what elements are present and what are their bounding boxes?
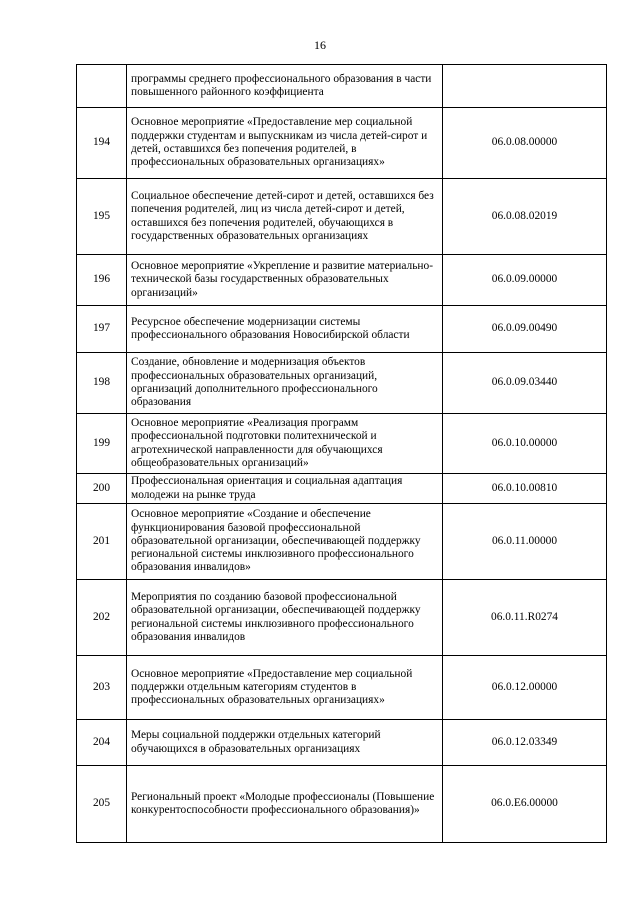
table-row: [77, 580, 607, 656]
row-number: 199: [77, 414, 127, 474]
row-name: [127, 504, 443, 580]
row-name-text: Основное мероприятие «Предоставление мер социальной поддержки студентам и выпускникам из числа детей-сирот и детей, оставшихся без попечения родителей, в профессиональных образовательных организациях»: [131, 116, 428, 169]
row-name-text: Меры социальной поддержки отдельных категорий обучающихся в образовательных организациях: [131, 729, 381, 755]
row-name: [127, 353, 443, 414]
row-number: 202: [77, 580, 127, 656]
budget-classification-table: [76, 64, 607, 843]
row-code: 06.0.12.03349: [443, 720, 607, 766]
row-name-text: Основное мероприятие «Укрепление и развитие материально-технической базы государственных образовательных организаций»: [131, 260, 433, 299]
row-code: 06.0.08.00000: [443, 108, 607, 179]
table-row: [77, 108, 607, 179]
row-code: [443, 65, 607, 108]
row-name: [127, 414, 443, 474]
row-name: [127, 255, 443, 306]
row-name: [127, 580, 443, 656]
row-name: [127, 656, 443, 720]
row-code: 06.0.09.00490: [443, 306, 607, 353]
row-number: 201: [77, 504, 127, 580]
row-name-text: Основное мероприятие «Реализация программ профессиональной подготовки политехнической и агротехнической направленности для обучающихся общеобразовательных организаций»: [131, 416, 383, 469]
row-name-text: Основное мероприятие «Предоставление мер социальной поддержки отдельным категориям студентов в профессиональных образовательных организациях»: [131, 667, 413, 707]
table-row: [77, 306, 607, 353]
row-number: 196: [77, 255, 127, 306]
row-code: 06.0.12.00000: [443, 656, 607, 720]
row-name-text: Ресурсное обеспечение модернизации системы профессионального образования Новосибирской области: [131, 315, 410, 341]
table-row: [77, 65, 607, 108]
table-row: [77, 656, 607, 720]
row-name-text: Основное мероприятие «Создание и обеспечение функционирования базовой профессиональной образовательной организации, обеспечивающей поддержку региональной системы инклюзивного профессионального образования инвалидов»: [131, 508, 421, 574]
row-code: 06.0.10.00000: [443, 414, 607, 474]
page-number: 16: [314, 38, 326, 52]
table-row: [77, 255, 607, 306]
row-name: [127, 720, 443, 766]
row-code: 06.0.11.00000: [443, 504, 607, 580]
row-name-text: программы среднего профессионального образования в части повышенного районного коэффициента: [131, 72, 432, 98]
table-row: [77, 179, 607, 255]
row-number: 197: [77, 306, 127, 353]
table-row: [77, 504, 607, 580]
row-number: 195: [77, 179, 127, 255]
row-code: 06.0.10.00810: [443, 474, 607, 504]
row-name-text: Мероприятия по созданию базовой профессиональной образовательной организации, обеспечивающей поддержку региональной системы инклюзивного профессионального образования инвалидов: [131, 590, 421, 643]
row-name-text: Профессиональная ориентация и социальная адаптация молодежи на рынке труда: [131, 475, 403, 501]
table-row: [77, 414, 607, 474]
row-number: 198: [77, 353, 127, 414]
row-number: 205: [77, 766, 127, 843]
row-name: [127, 65, 443, 108]
row-number: [77, 65, 127, 108]
row-name-text: Социальное обеспечение детей-сирот и детей, оставшихся без попечения родителей, лиц из числа детей-сирот и детей, оставшихся без попечения родителей, обучающихся в государственных образовательных организациях: [131, 189, 434, 242]
row-name-text: Региональный проект «Молодые профессионалы (Повышение конкурентоспособности профессионального образования)»: [131, 790, 435, 816]
row-name-text: Создание, обновление и модернизация объектов профессиональных образовательных организаций, организаций дополнительного профессионального образования: [131, 356, 378, 409]
row-code: 06.0.09.03440: [443, 353, 607, 414]
row-name: [127, 108, 443, 179]
table-row: [77, 474, 607, 504]
table-row: [77, 766, 607, 843]
row-name: [127, 179, 443, 255]
row-number: 194: [77, 108, 127, 179]
row-code: 06.0.09.00000: [443, 255, 607, 306]
row-code: 06.0.E6.00000: [443, 766, 607, 843]
row-number: 204: [77, 720, 127, 766]
table-row: [77, 353, 607, 414]
row-name: [127, 766, 443, 843]
row-code: 06.0.08.02019: [443, 179, 607, 255]
row-number: 203: [77, 656, 127, 720]
row-code: 06.0.11.R0274: [443, 580, 607, 656]
row-name: [127, 306, 443, 353]
row-number: 200: [77, 474, 127, 504]
row-name: [127, 474, 443, 504]
table-row: [77, 720, 607, 766]
